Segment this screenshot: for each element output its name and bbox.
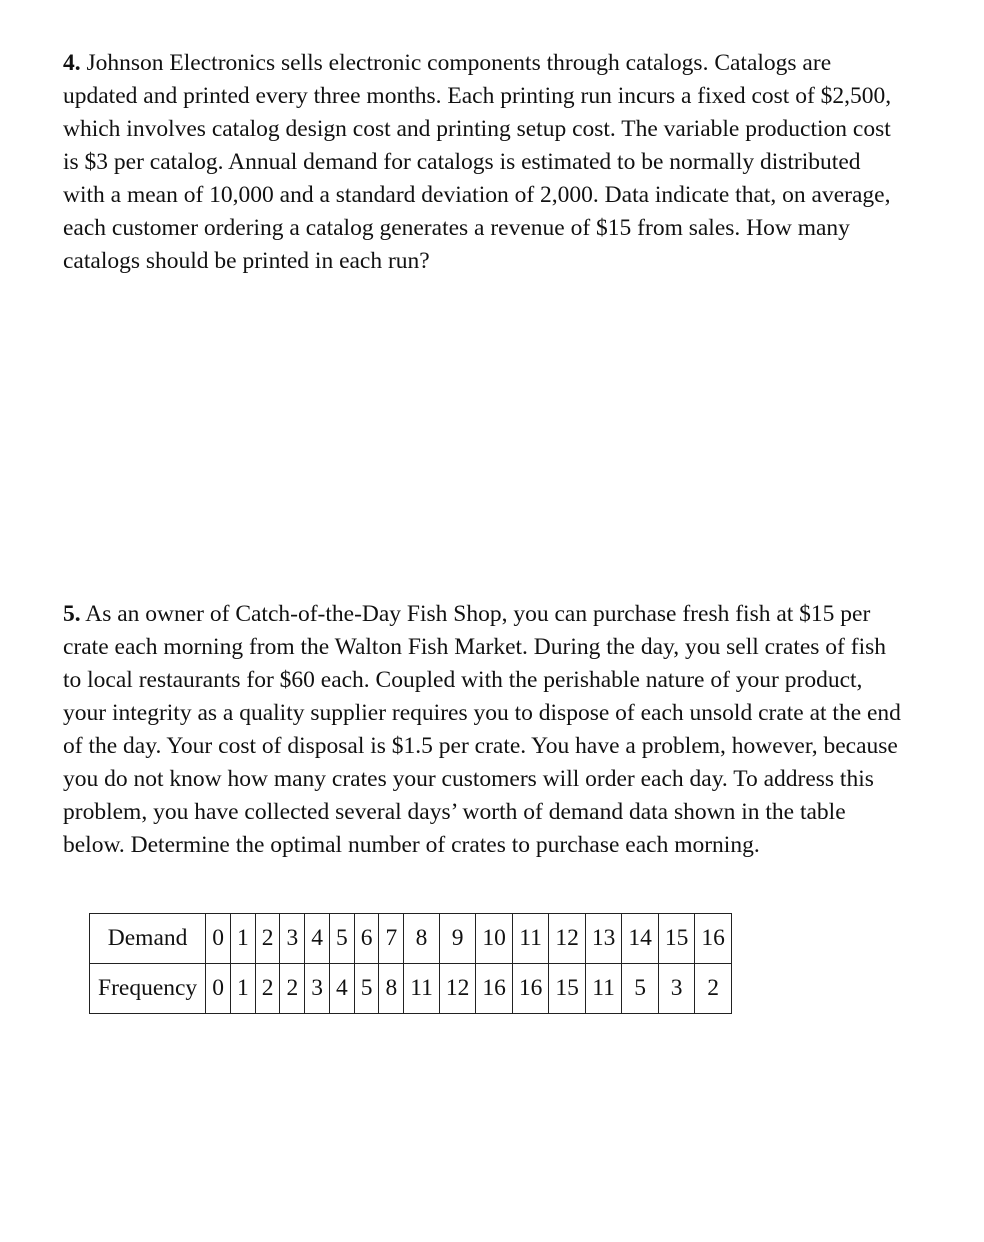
frequency-cell: 2 bbox=[280, 964, 305, 1014]
frequency-cell: 0 bbox=[206, 964, 231, 1014]
demand-row bbox=[90, 914, 732, 964]
frequency-cell: 2 bbox=[695, 964, 732, 1014]
demand-cell: 15 bbox=[658, 914, 695, 964]
demand-cell: 11 bbox=[512, 914, 549, 964]
demand-cell: 4 bbox=[305, 914, 330, 964]
frequency-cell: 12 bbox=[439, 964, 476, 1014]
demand-frequency-table bbox=[89, 913, 732, 1014]
problem-5-text: As an owner of Catch-of-the-Day Fish Shop, you can purchase fresh fish at $15 per crate each morning from the Walton Fish Market. During the day, you sell crates of fish to local restaurants for $60 each. Coupled with the perishable nature of your product, your integrity as a quality supplier requires you to dispose of each unsold crate at the end of the day. Your cost of disposal is $1.5 per crate. You have a problem, however, because you do not know how many crates your customers will order each day. To address this problem, you have collected several days’ worth of demand data shown in the table below. Determine the optimal number of crates to purchase each morning. bbox=[63, 601, 901, 858]
demand-cell: 5 bbox=[329, 914, 354, 964]
frequency-cell: 8 bbox=[379, 964, 404, 1014]
demand-cell: 16 bbox=[695, 914, 732, 964]
frequency-cell: 15 bbox=[549, 964, 586, 1014]
problem-4-text: Johnson Electronics sells electronic components through catalogs. Catalogs are updated and printed every three months. Each printing run incurs a fixed cost of $2,500, which involves catalog design cost and printing setup cost. The variable production cost is $3 per catalog. Annual demand for catalogs is estimated to be normally distributed with a mean of 10,000 and a standard deviation of 2,000. Data indicate that, on average, each customer ordering a catalog generates a revenue of $15 from sales. How many catalogs should be printed in each run? bbox=[63, 50, 892, 274]
demand-row-label: Demand bbox=[90, 914, 206, 964]
frequency-cell: 11 bbox=[404, 964, 440, 1014]
problem-5 bbox=[63, 598, 903, 862]
frequency-cell: 2 bbox=[255, 964, 280, 1014]
frequency-cell: 16 bbox=[476, 964, 513, 1014]
frequency-cell: 5 bbox=[622, 964, 659, 1014]
demand-cell: 10 bbox=[476, 914, 513, 964]
frequency-cell: 1 bbox=[230, 964, 255, 1014]
frequency-cell: 5 bbox=[354, 964, 379, 1014]
frequency-cell: 3 bbox=[658, 964, 695, 1014]
demand-cell: 3 bbox=[280, 914, 305, 964]
demand-cell: 14 bbox=[622, 914, 659, 964]
frequency-cell: 3 bbox=[305, 964, 330, 1014]
demand-cell: 8 bbox=[404, 914, 440, 964]
demand-cell: 9 bbox=[439, 914, 476, 964]
demand-cell: 2 bbox=[255, 914, 280, 964]
frequency-cell: 4 bbox=[329, 964, 354, 1014]
demand-cell: 1 bbox=[230, 914, 255, 964]
frequency-row-label: Frequency bbox=[90, 964, 206, 1014]
demand-cell: 6 bbox=[354, 914, 379, 964]
demand-cell: 0 bbox=[206, 914, 231, 964]
demand-cell: 13 bbox=[585, 914, 622, 964]
frequency-cell: 11 bbox=[585, 964, 622, 1014]
frequency-cell: 16 bbox=[512, 964, 549, 1014]
problem-4-number: 4. bbox=[63, 50, 81, 76]
problem-5-number: 5. bbox=[63, 601, 81, 627]
frequency-row bbox=[90, 964, 732, 1014]
demand-cell: 12 bbox=[549, 914, 586, 964]
problem-4 bbox=[63, 47, 903, 278]
demand-cell: 7 bbox=[379, 914, 404, 964]
